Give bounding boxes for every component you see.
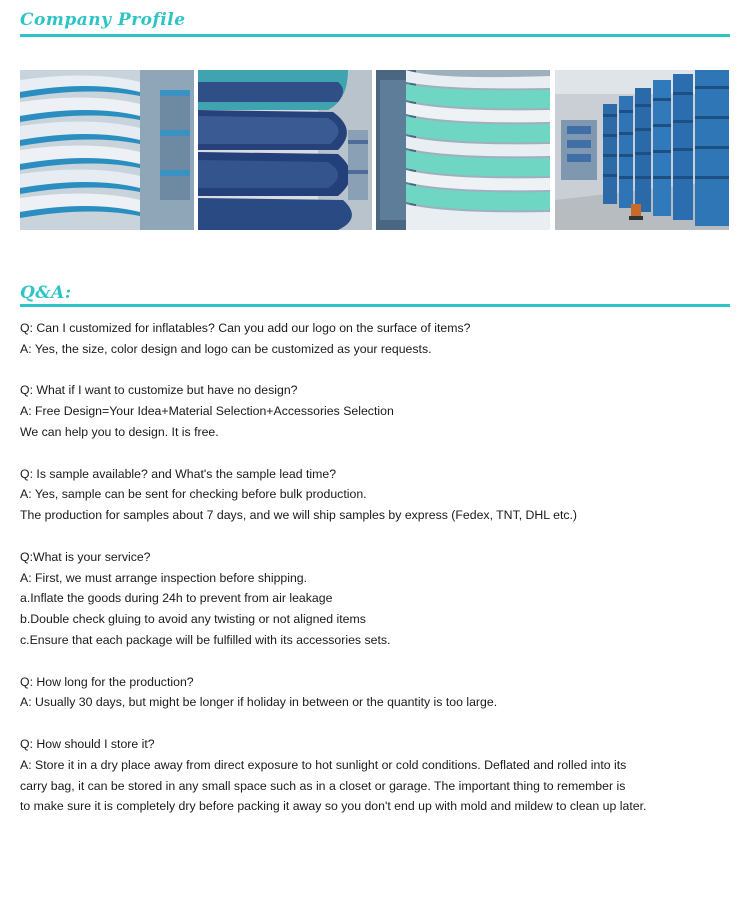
qa-block: [20, 547, 735, 651]
qa-answer-line: to make sure it is completely dry before packing it away so you don't end up with mold and mildew to clean up later.: [20, 799, 647, 814]
qa-block: [20, 318, 735, 360]
qa-answer: A: Store it in a dry place away from direct exposure to hot sunlight or cold conditions. Deflated and rolled into its: [20, 757, 627, 772]
photo-navy-boards-closeup: [198, 70, 372, 230]
photo-warehouse-rows-of-boards: [555, 70, 729, 230]
qa-answer-line: a.Inflate the goods during 24h to prevent from air leakage: [20, 591, 333, 606]
qa-content: [20, 318, 735, 838]
qa-block: [20, 734, 735, 817]
qa-rule: [20, 304, 730, 307]
qa-question: Q: Can I customized for inflatables? Can you add our logo on the surface of items?: [20, 321, 471, 335]
qa-block: [20, 464, 735, 526]
photo-gallery: [20, 70, 730, 230]
qa-answer: A: Usually 30 days, but might be longer if holiday in between or the quantity is too large.: [20, 695, 498, 710]
qa-answer-line: c.Ensure that each package will be fulfilled with its accessories sets.: [20, 632, 391, 647]
qa-answer-line: carry bag, it can be stored in any small space such as in a closet or garage. The important thing to remember is: [20, 778, 626, 793]
photo-stacked-white-blue-boards: [20, 70, 194, 230]
company-profile-rule: [20, 34, 730, 37]
qa-question: Q: How should I store it?: [20, 736, 155, 751]
qa-answer-line: The production for samples about 7 days, and we will ship samples by express (Fedex, TNT, DHL etc.): [20, 508, 578, 523]
qa-answer: A: Yes, the size, color design and logo can be customized as your requests.: [20, 341, 432, 356]
qa-question: Q:What is your service?: [20, 549, 151, 564]
photo-teal-white-boards-stack: [376, 70, 550, 230]
company-profile-title: Company Profile: [20, 10, 186, 30]
qa-answer-line: b.Double check gluing to avoid any twisting or not aligned items: [20, 612, 366, 627]
qa-answer: A: First, we must arrange inspection before shipping.: [20, 570, 308, 585]
qa-block: [20, 672, 735, 714]
qa-answer: A: Yes, sample can be sent for checking before bulk production.: [20, 487, 367, 502]
qa-question: Q: What if I want to customize but have no design?: [20, 383, 298, 398]
qa-question: Q: Is sample available? and What's the sample lead time?: [20, 466, 337, 481]
qa-question: Q: How long for the production?: [20, 674, 194, 689]
qa-answer-line: We can help you to design. It is free.: [20, 424, 219, 439]
qa-title: Q&A:: [20, 283, 72, 303]
qa-block: [20, 380, 735, 442]
qa-answer: A: Free Design=Your Idea+Material Selection+Accessories Selection: [20, 404, 394, 419]
